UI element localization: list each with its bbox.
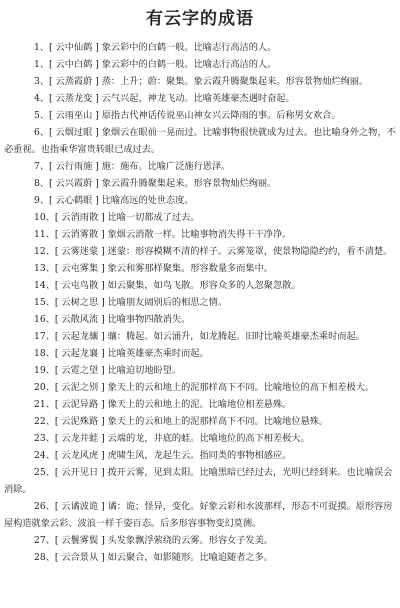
entry-number: 20、 xyxy=(34,382,55,393)
entry-number: 1、 xyxy=(34,42,50,53)
list-item xyxy=(4,124,396,158)
entry-text: [ 云谲波诡 ] 谲：诡；怪异，变化。好象云彩和水波那样，形态不可捉摸。原形容房屋构造就象云彩、波浪一样千姿百态。后多形容事物变幻莫测。 xyxy=(4,501,393,529)
entry-text: [ 云泥之别 ] 象天上的云和地上的泥那样高下不同。比喻地位的高下相差极大。 xyxy=(54,382,375,393)
list-item xyxy=(4,379,396,396)
entry-number: 6、 xyxy=(34,127,50,138)
list-item xyxy=(4,56,396,73)
entry-number: 26、 xyxy=(34,501,55,512)
entry-text: [ 云泥殊路 ] 象天上的云和地上的泥那样高下不同。比喻地位悬殊。 xyxy=(54,416,329,427)
entry-number: 4、 xyxy=(34,93,50,104)
list-item xyxy=(4,328,396,345)
list-item xyxy=(4,447,396,464)
entry-number: 19、 xyxy=(34,365,55,376)
entry-number: 9、 xyxy=(34,195,50,206)
list-item xyxy=(4,294,396,311)
entry-text: [ 云合景从 ] 如云聚合，如影随形。比喻追随者之多。 xyxy=(54,552,273,563)
entry-text: [ 云中白鹤 ] 象云彩中的白鹤一般。比喻志行高洁的人。 xyxy=(49,59,277,70)
entry-number: 21、 xyxy=(34,399,55,410)
entry-text: [ 云行雨施 ] 施：施布。比喻广泛施行恩泽。 xyxy=(49,161,231,172)
list-item xyxy=(4,107,396,124)
entry-text: [ 云屯鸟散 ] 如云聚集，如鸟飞散。形容众多的人忽聚忽散。 xyxy=(54,280,301,291)
entry-number: 11、 xyxy=(34,229,55,240)
entry-text: [ 云屯雾集 ] 象云和雾那样聚集。形容数量多而集中。 xyxy=(54,263,273,274)
entry-number: 16、 xyxy=(34,314,55,325)
entry-number: 24、 xyxy=(34,450,55,461)
list-item xyxy=(4,498,396,532)
entry-number: 25、 xyxy=(34,467,55,478)
list-item xyxy=(4,464,396,498)
list-item xyxy=(4,158,396,175)
entry-number: 22、 xyxy=(34,416,55,427)
list-item xyxy=(4,413,396,430)
entry-text: [ 云树之思 ] 比喻朋友阔别后的相思之情。 xyxy=(54,297,228,308)
entry-text: [ 云散风流 ] 比喻事物四散消失。 xyxy=(54,314,191,325)
entry-text: [ 云心鹤眼 ] 比喻高远的处世态度。 xyxy=(49,195,194,206)
entry-text: [ 云龙井蛙 ] 云端的龙，井底的蛙。比喻地位的高下相差极大。 xyxy=(54,433,310,444)
entry-text: [ 云雾迷蒙 ] 迷蒙：形容模糊不清的样子。云雾笼罩，使景物隐隐约约，看不清楚。 xyxy=(54,246,393,257)
entry-text: [ 云起龙骧 ] 骧：腾起。如云涌升，如龙腾起。旧时比喻英雄豪杰乘时而起。 xyxy=(54,331,365,342)
list-item xyxy=(4,243,396,260)
entry-text: [ 云雨巫山 ] 原指古代神话传说巫山神女兴云降雨的事。后称男女欢合。 xyxy=(49,110,341,121)
entry-text: [ 云开见日 ] 拨开云雾，见到太阳。比喻黑暗已经过去，光明已经到来。也比喻误会消除。 xyxy=(4,467,393,495)
list-item xyxy=(4,90,396,107)
list-item xyxy=(4,345,396,362)
entry-number: 5、 xyxy=(34,110,50,121)
list-item xyxy=(4,532,396,549)
list-item xyxy=(4,396,396,413)
list-item xyxy=(4,39,396,56)
page-title: 有云字的成语 xyxy=(146,9,254,29)
entry-text: [ 云烟过眼 ] 象烟云在眼前一晃而过。比喻事物很快就成为过去。也比喻身外之物，不必重视。也指乘华富贵转眼已成过去。 xyxy=(4,127,396,155)
entry-text: [ 云泥异路 ] 像天上的云和地上的泥。比喻地位相差悬殊。 xyxy=(54,399,292,410)
entry-number: 1、 xyxy=(34,59,50,70)
entry-text: [ 云龙风虎 ] 虎啸生风，龙起生云。指同类的事物相感应。 xyxy=(54,450,292,461)
list-item xyxy=(4,277,396,294)
entry-text: [ 云霓之望 ] 比喻迫切地盼望。 xyxy=(54,365,182,376)
entry-number: 8、 xyxy=(34,178,50,189)
entry-text: [ 云中仙鹤 ] 象云彩中的白鹤一般。比喻志行高洁的人。 xyxy=(49,42,277,53)
entry-text: [ 云兴霞蔚 ] 象云霞升腾聚集起来。形容景物灿烂绚丽。 xyxy=(49,178,277,189)
entry-text: [ 云鬟雾鬓 ] 头发象飘浮萦绕的云雾。形容女子发美。 xyxy=(54,535,273,546)
list-item xyxy=(4,226,396,243)
list-item xyxy=(4,175,396,192)
list-item xyxy=(4,73,396,90)
entry-text: [ 云蒸龙变 ] 云气兴起，神龙飞动。比喻英雄豪杰遇时奋起。 xyxy=(49,93,295,104)
entry-text: [ 云起龙襄 ] 比喻英雄豪杰乘时而起。 xyxy=(54,348,209,359)
entry-number: 17、 xyxy=(34,331,55,342)
entry-number: 15、 xyxy=(34,297,55,308)
entry-number: 18、 xyxy=(34,348,55,359)
entry-text: [ 云消雨散 ] 比喻一切都成了过去。 xyxy=(54,212,200,223)
entry-number: 7、 xyxy=(34,161,50,172)
list-item xyxy=(4,260,396,277)
entry-number: 3、 xyxy=(34,76,50,87)
entry-number: 14、 xyxy=(34,280,55,291)
entry-text: [ 云消雾散 ] 象烟云消散一样。比喻事物消失得干干净净。 xyxy=(54,229,292,240)
entry-number: 10、 xyxy=(34,212,55,223)
entry-number: 13、 xyxy=(34,263,55,274)
entry-text: [ 云蒸霞蔚 ] 蒸：上升；蔚：聚集。象云霞升腾聚集起来。形容景物灿烂绚丽。 xyxy=(49,76,369,87)
list-item xyxy=(4,311,396,328)
entry-number: 28、 xyxy=(34,552,55,563)
list-item xyxy=(4,192,396,209)
list-item xyxy=(4,549,396,566)
list-item xyxy=(4,362,396,379)
entry-number: 12、 xyxy=(34,246,55,257)
entry-list xyxy=(0,39,400,566)
list-item xyxy=(4,430,396,447)
entry-number: 23、 xyxy=(34,433,55,444)
list-item xyxy=(4,209,396,226)
entry-number: 27、 xyxy=(34,535,55,546)
